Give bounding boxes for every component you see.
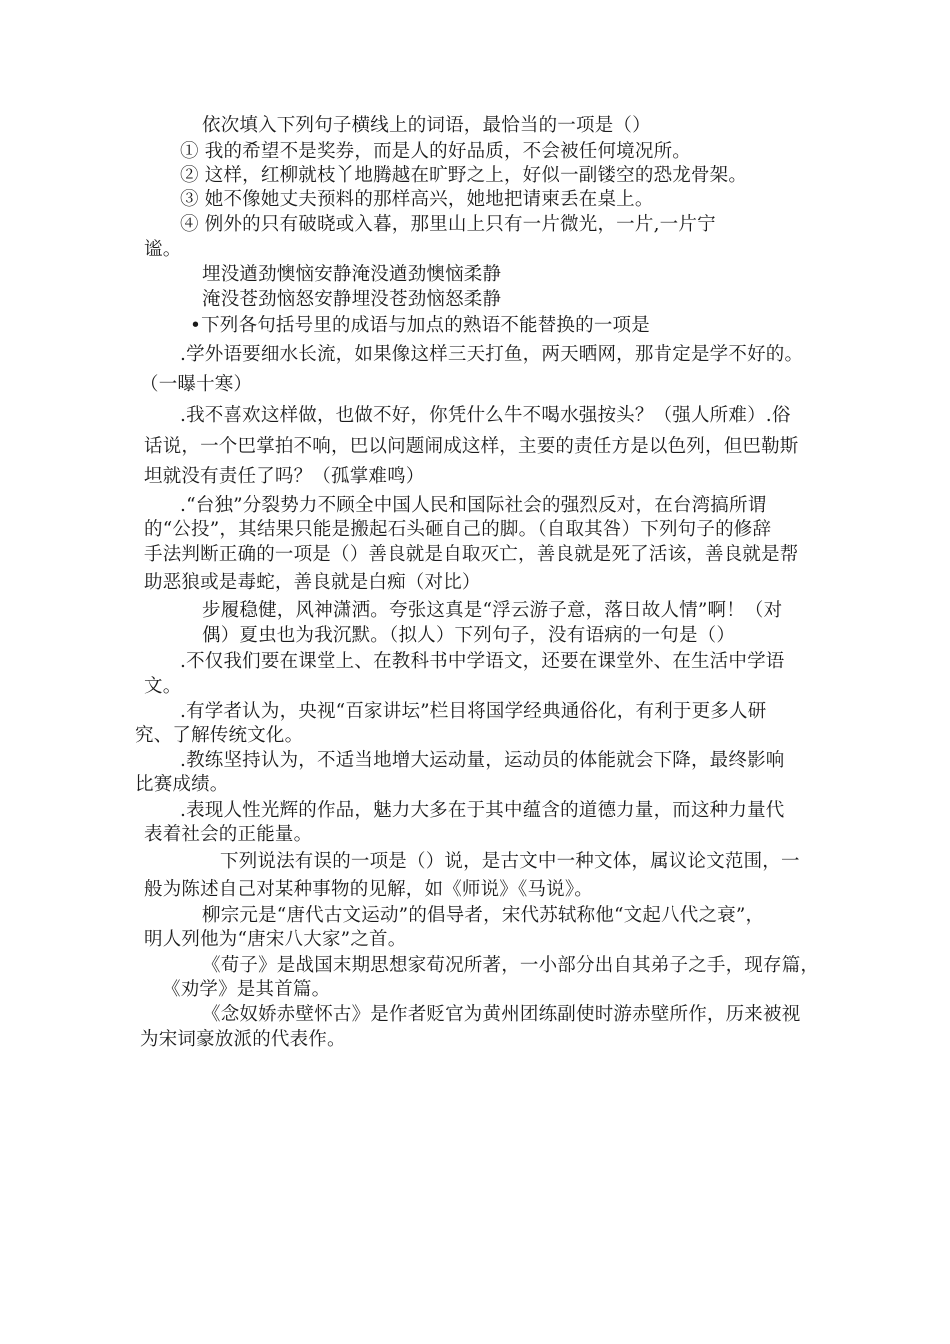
- sentence-4: ④ 例外的只有破晓或入暮，那里山上只有一片微光，一片,一片宁: [180, 214, 716, 235]
- q5-option-d: 《念奴娇赤壁怀古》是作者贬官为黄州团练副使时游赤壁所作，历来被视: [202, 1004, 801, 1025]
- q2-option-c: 话说，一个巴掌拍不响，巴以问题闹成这样，主要的责任方是以色列，但巴勒斯: [144, 436, 799, 457]
- q5-option-c-cont: 《劝学》是其首篇。: [162, 979, 331, 1000]
- q5-option-b: 柳宗元是“唐代古文运动”的倡导者，宋代苏轼称他“文起八代之衰”，: [202, 905, 765, 926]
- q2-option-c-cont: 坦就没有责任了吗？（孤掌难鸣）: [144, 466, 425, 487]
- q4-option-c: .教练坚持认为，不适当地增大运动量，运动员的体能就会下降，最终影响: [180, 750, 785, 771]
- q5-stem-option-a: 下列说法有误的一项是（）说，是古文中一种文体，属议论文范围，一: [220, 851, 800, 872]
- q3-stem-option-a: 手法判断正确的一项是（）善良就是自取灭亡，善良就是死了活该，善良就是帮: [144, 544, 799, 565]
- q5-option-d-cont: 为宋词豪放派的代表作。: [140, 1029, 346, 1050]
- q4-option-a-cont: 文。: [144, 676, 182, 697]
- sentence-2: ② 这样，红柳就枝丫地腾越在旷野之上，好似一副镂空的恐龙骨架。: [180, 165, 748, 186]
- q4-option-a: .不仅我们要在课堂上、在教科书中学语文，还要在课堂外、在生活中学语: [180, 651, 785, 672]
- q5-option-c: 《荀子》是战国末期思想家荀况所著，一小部分出自其弟子之手，现存篇，: [202, 955, 820, 976]
- question-2-stem: •下列各句括号里的成语与加点的熟语不能替换的一项是: [190, 315, 650, 336]
- q3-option-b: 步履稳健，风神潇洒。夸张这真是“浮云游子意，落日故人情”啊！（对: [202, 600, 783, 621]
- q2-option-a-cont: （一曝十寒）: [140, 374, 253, 395]
- question-1-stem: 依次填入下列句子横线上的词语，最恰当的一项是（）: [202, 115, 651, 136]
- option-line-1: 埋没遒劲懊恼安静淹没遒劲懊恼柔静: [202, 264, 502, 285]
- q4-option-c-cont: 比赛成绩。: [135, 774, 229, 795]
- q2-option-d: .“台独”分裂势力不顾全中国人民和国际社会的强烈反对，在台湾搞所谓: [180, 495, 767, 516]
- q4-option-d: .表现人性光辉的作品，魅力大多在于其中蕴含的道德力量，而这种力量代: [180, 800, 785, 821]
- sentence-1: ① 我的希望不是奖券，而是人的好品质，不会被任何境况所。: [180, 141, 691, 162]
- q4-option-b-cont: 究、了解传统文化。: [135, 725, 304, 746]
- q3-option-c-q4-stem: 偶）夏虫也为我沉默。（拟人）下列句子，没有语病的一句是（）: [202, 625, 736, 646]
- q4-option-b: .有学者认为，央视“百家讲坛”栏目将国学经典通俗化，有利于更多人研: [180, 701, 767, 722]
- sentence-4-cont: 谧。: [144, 239, 182, 260]
- sentence-3: ③ 她不像她丈夫预料的那样高兴，她地把请柬丢在桌上。: [180, 189, 654, 210]
- option-line-2: 淹没苍劲恼怒安静埋没苍劲恼怒柔静: [202, 289, 502, 310]
- q2-option-b: .我不喜欢这样做，也做不好，你凭什么牛不喝水强按头？（强人所难）.俗: [180, 405, 791, 426]
- q5-option-b-cont: 明人列他为“唐宋八大家”之首。: [144, 929, 407, 950]
- q2-option-a: .学外语要细水长流，如果像这样三天打鱼，两天晒网，那肯定是学不好的。: [180, 344, 804, 365]
- q4-option-d-cont: 表着社会的正能量。: [144, 824, 313, 845]
- q2-option-d-cont: 的“公投”，其结果只能是搬起石头砸自己的脚。（自取其咎）下列句子的修辞: [144, 519, 772, 540]
- q5-option-a-cont: 般为陈述自己对某种事物的见解，如《师说》《马说》。: [144, 879, 594, 900]
- q3-option-a-cont: 助恶狼或是毒蛇，善良就是白痴（对比）: [144, 572, 481, 593]
